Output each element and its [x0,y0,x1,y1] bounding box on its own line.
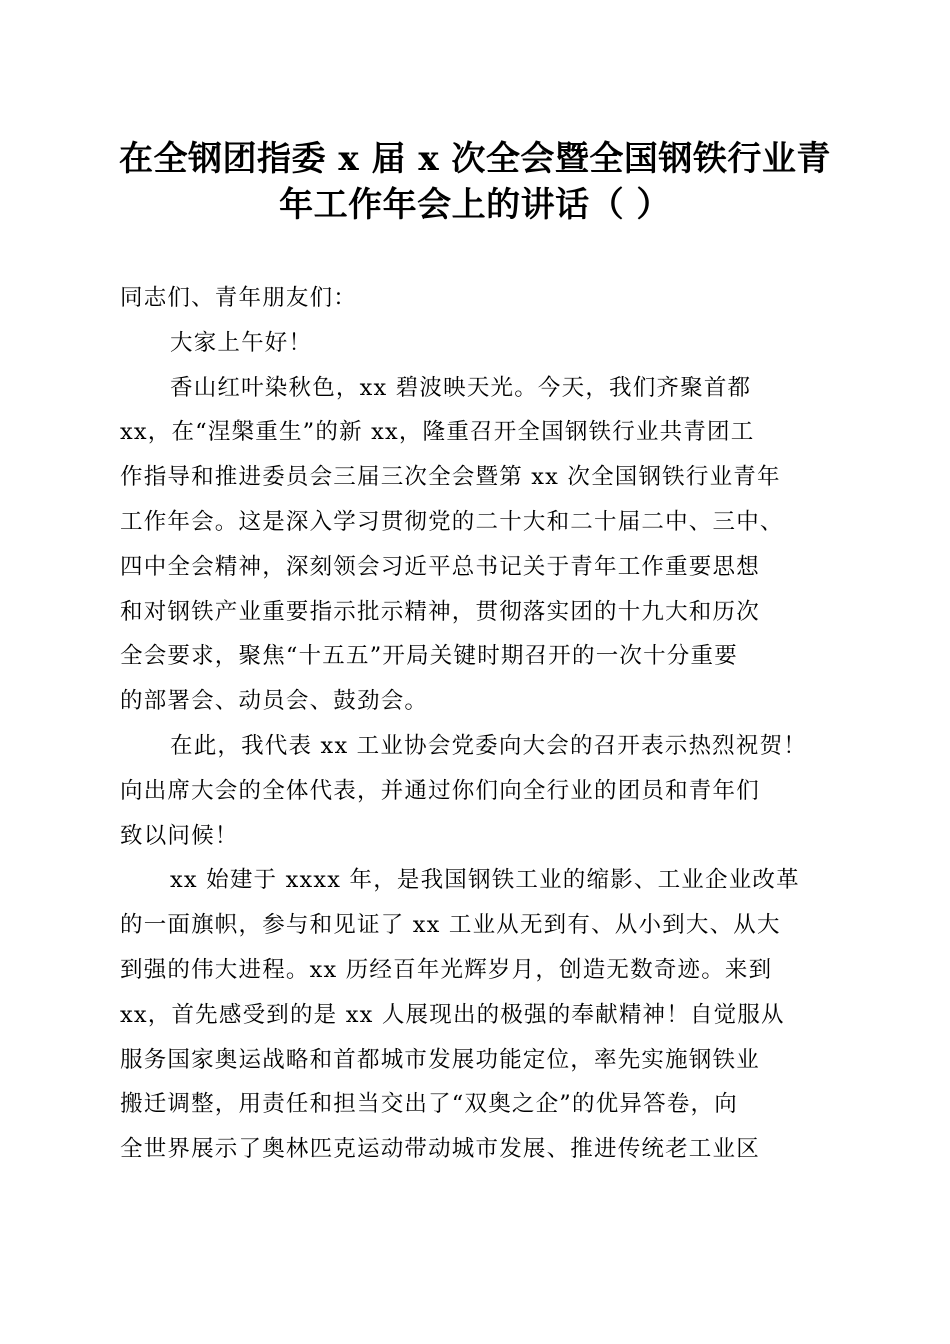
paragraph-line: xx 始建于 xxxx 年，是我国钢铁工业的缩影、工业企业改革 [170,867,800,894]
paragraph-3 [120,858,832,1172]
paragraph-1 [120,366,832,724]
paragraph-line: 和对钢铁产业重要指示批示精神，贯彻落实团的十九大和历次 [120,598,760,625]
paragraph-line: 致以问候！ [120,822,239,849]
paragraph-line: 向出席大会的全体代表，并通过你们向全行业的团员和青年们 [120,777,760,804]
paragraph-line: 到强的伟大进程。xx 历经百年光辉岁月，创造无数奇迹。来到 [120,956,773,983]
paragraph-line: 在此，我代表 xx 工业协会党委向大会的召开表示热烈祝贺！ [170,732,807,759]
paragraph-line: 服务国家奥运战略和首都城市发展功能定位，率先实施钢铁业 [120,1046,760,1073]
paragraph-2 [120,724,832,858]
document-body [120,276,832,1172]
greeting: 大家上午好！ [170,329,313,356]
paragraph-line: 工作年会。这是深入学习贯彻党的二十大和二十届二中、三中、 [120,508,784,535]
document-title [100,136,850,228]
paragraph-line: xx，在“涅槃重生”的新 xx，隆重召开全国钢铁行业共青团工 [120,419,755,446]
paragraph-line: 香山红叶染秋色，xx 碧波映天光。今天，我们齐聚首都 [170,374,752,401]
paragraph-line: 四中全会精神，深刻领会习近平总书记关于青年工作重要思想 [120,553,760,580]
salutation: 同志们、青年朋友们： [120,285,358,311]
title-line-1: 在全钢团指委 x 届 x 次全会暨全国钢铁行业青 [119,139,831,179]
paragraph-line: xx，首先感受到的是 xx 人展现出的极强的奉献精神！自觉服从 [120,1001,785,1028]
paragraph-line: 的部署会、动员会、鼓劲会。 [120,688,429,715]
title-line-2: 年工作年会上的讲话（ ） [279,185,671,225]
paragraph-line: 全会要求，聚焦“十五五”开局关键时期召开的一次十分重要 [120,643,738,670]
paragraph-line: 作指导和推进委员会三届三次全会暨第 xx 次全国钢铁行业青年 [120,464,781,491]
paragraph-line: 全世界展示了奥林匹克运动带动城市发展、推进传统老工业区 [120,1136,760,1163]
paragraph-line: 搬迁调整，用责任和担当交出了“双奥之企”的优异答卷，向 [120,1091,738,1118]
paragraph-line: 的一面旗帜，参与和见证了 xx 工业从无到有、从小到大、从大 [120,912,781,939]
